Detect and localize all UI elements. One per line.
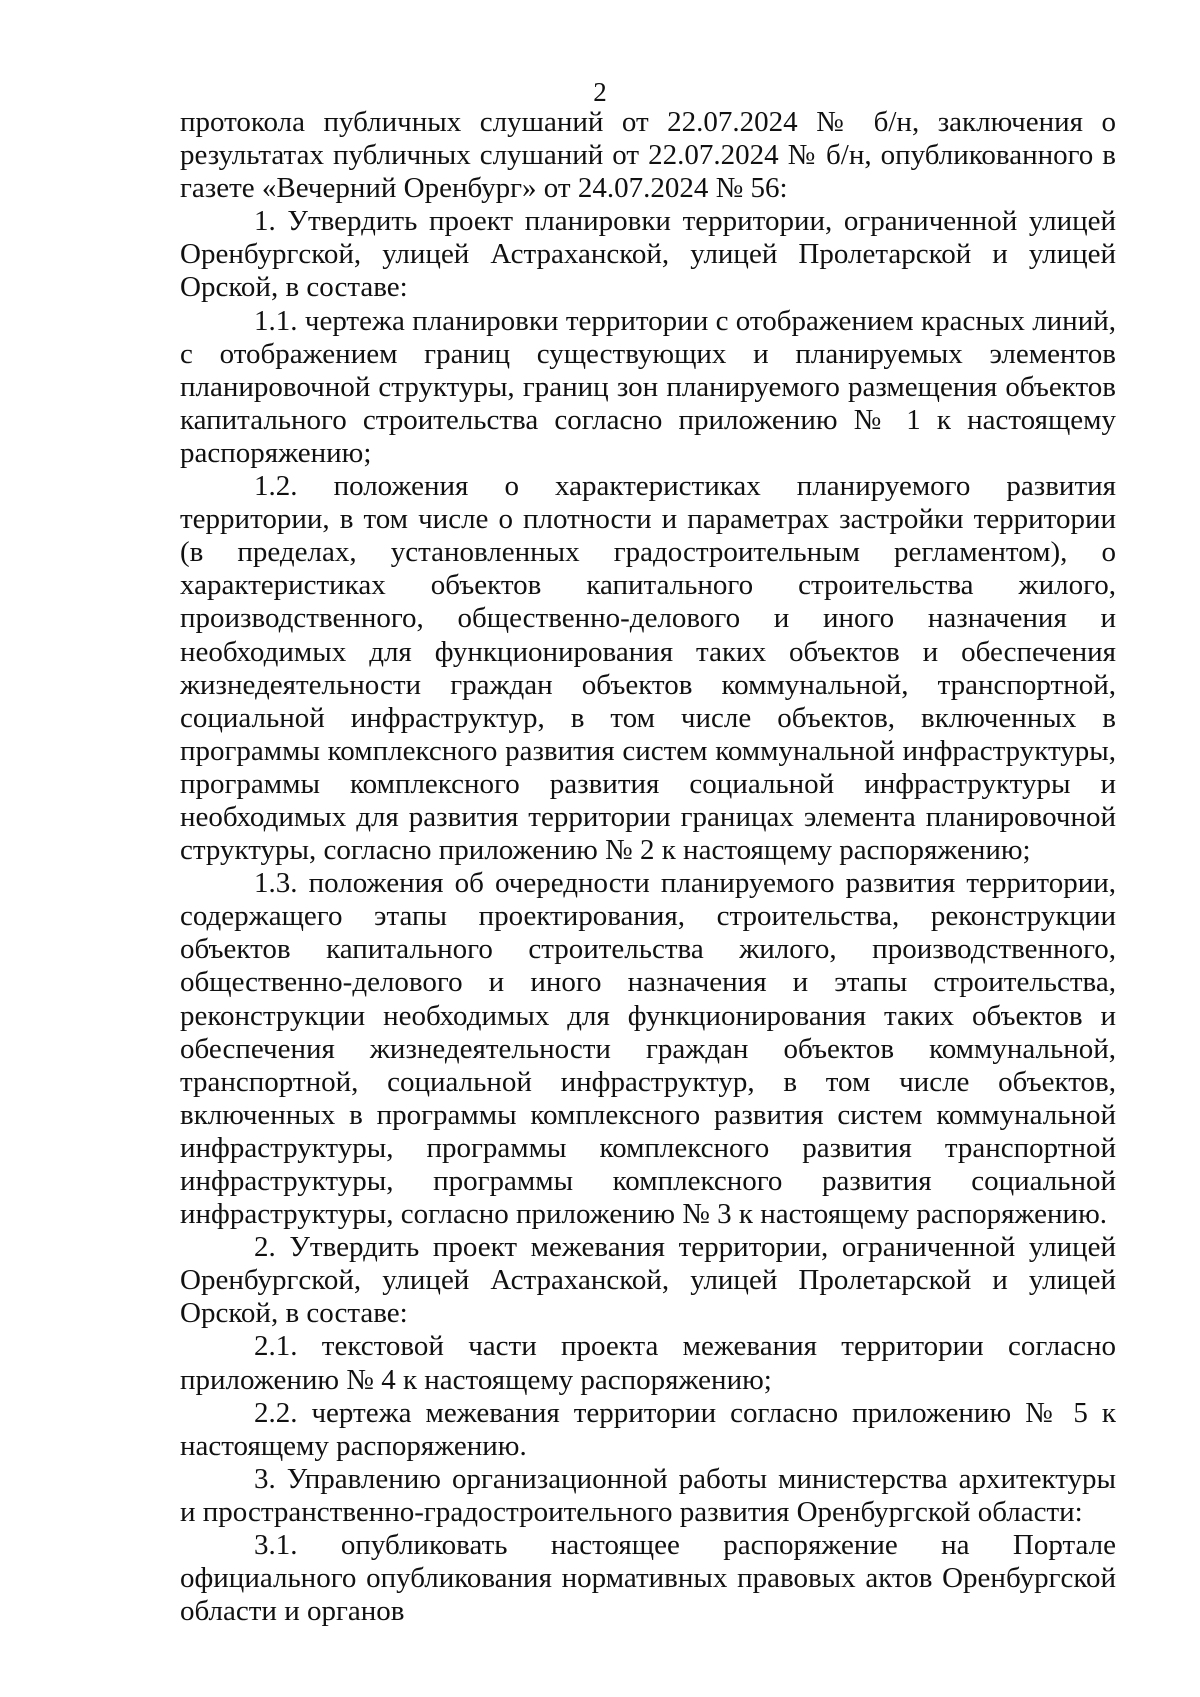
document-body (180, 106, 1116, 1628)
paragraph-item-1-2: 1.2. положения о характеристиках планируемого развития территории, в том числе о плотности и параметрах застройки территории (в пределах, установленных градостроительным регламентом), о характеристиках объектов капитального строительства жилого, производственного, общественно-делового и иного назначения и необходимых для функционирования таких объектов и обеспечения жизнедеятельности граждан объектов коммунальной, транспортной, социальной инфраструктур, в том числе объектов, включенных в программы комплексного развития систем коммунальной инфраструктуры, программы комплексного развития социальной инфраструктуры и необходимых для развития территории границах элемента планировочной структуры, согласно приложению № 2 к настоящему распоряжению; (180, 470, 1116, 867)
paragraph-item-1: 1. Утвердить проект планировки территории, ограниченной улицей Оренбургской, улицей Астраханской, улицей Пролетарской и улицей Орской, в составе: (180, 205, 1116, 304)
paragraph-item-2-1: 2.1. текстовой части проекта межевания территории согласно приложению № 4 к настоящему распоряжению; (180, 1330, 1116, 1396)
paragraph-item-3-1: 3.1. опубликовать настоящее распоряжение на Портале официального опубликования нормативных правовых актов Оренбургской области и органов (180, 1529, 1116, 1628)
paragraph-item-1-3: 1.3. положения об очередности планируемого развития территории, содержащего этапы проектирования, строительства, реконструкции объектов капитального строительства жилого, производственного, общественно-делового и иного назначения и этапы строительства, реконструкции необходимых для функционирования таких объектов и обеспечения жизнедеятельности граждан объектов коммунальной, транспортной, социальной инфраструктур, в том числе объектов, включенных в программы комплексного развития систем коммунальной инфраструктуры, программы комплексного развития транспортной инфраструктуры, программы комплексного развития социальной инфраструктуры, согласно приложению № 3 к настоящему распоряжению. (180, 867, 1116, 1231)
paragraph-item-2-2: 2.2. чертежа межевания территории согласно приложению № 5 к настоящему распоряжению. (180, 1396, 1116, 1462)
paragraph-item-2: 2. Утвердить проект межевания территории, ограниченной улицей Оренбургской, улицей Астраханской, улицей Пролетарской и улицей Орской, в составе: (180, 1231, 1116, 1330)
paragraph-intro: протокола публичных слушаний от 22.07.2024 № б/н, заключения о результатах публичных слушаний от 22.07.2024 № б/н, опубликованного в газете «Вечерний Оренбург» от 24.07.2024 № 56: (180, 106, 1116, 205)
page-number: 2 (593, 77, 607, 107)
paragraph-item-1-1: 1.1. чертежа планировки территории с отображением красных линий, с отображением границ существующих и планируемых элементов планировочной структуры, границ зон планируемого размещения объектов капитального строительства согласно приложению № 1 к настоящему распоряжению; (180, 304, 1116, 469)
paragraph-item-3: 3. Управлению организационной работы министерства архитектуры и пространственно-градостроительного развития Оренбургской области: (180, 1462, 1116, 1528)
